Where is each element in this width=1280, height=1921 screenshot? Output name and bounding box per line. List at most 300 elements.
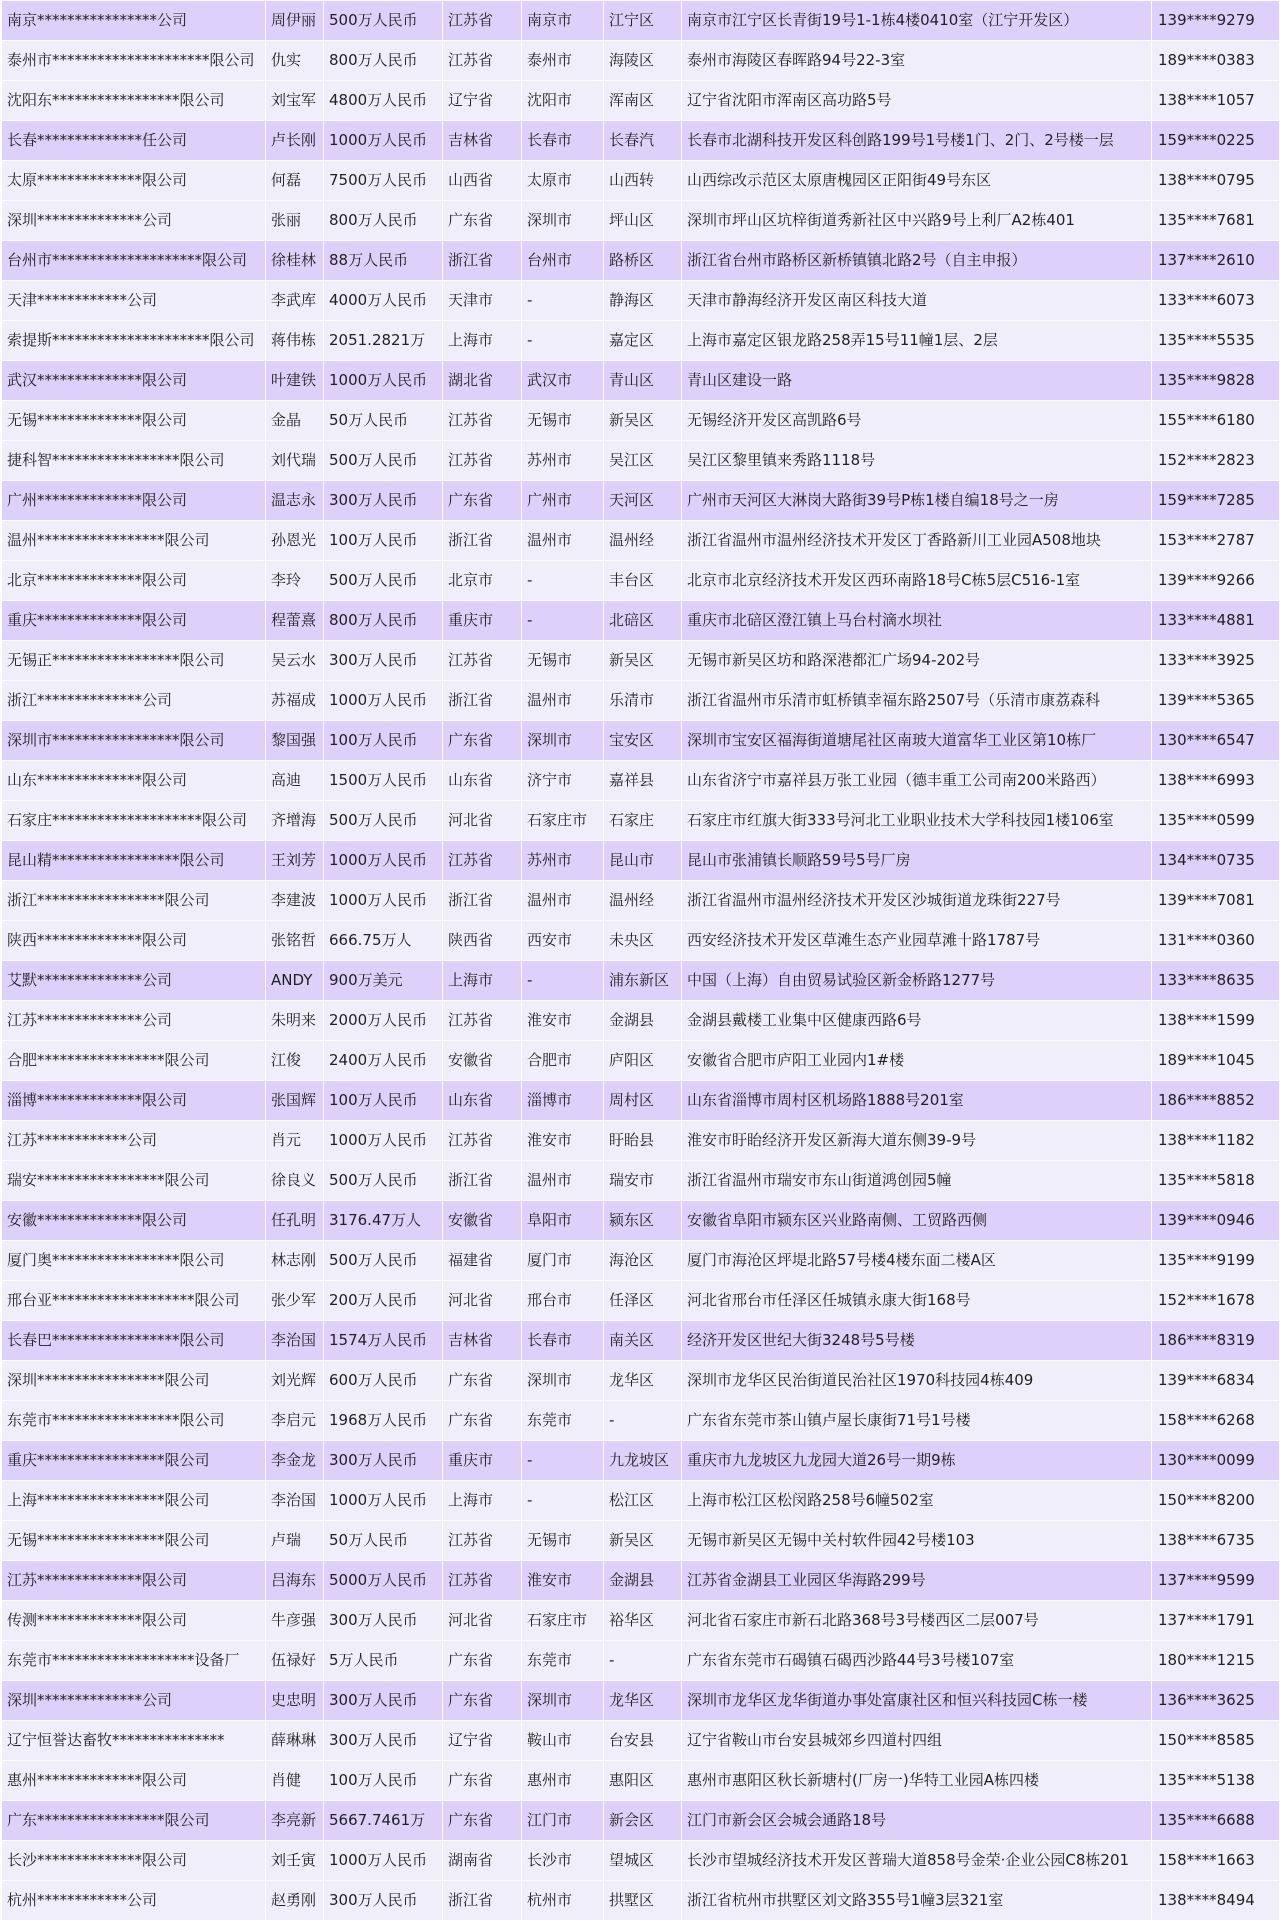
legal-rep-cell: 周伊丽: [266, 1, 324, 41]
province-cell: 浙江省: [443, 881, 522, 921]
province-cell: 江苏省: [443, 1121, 522, 1161]
city-cell: 温州市: [522, 1161, 604, 1201]
table-row: [2, 1081, 1280, 1121]
table-row: [2, 1761, 1280, 1801]
company-name-cell: 陕西**************限公司: [2, 921, 266, 961]
phone-cell: 153****2787: [1152, 521, 1280, 561]
registered-capital-cell: 4800万人民币: [324, 81, 443, 121]
city-cell: 温州市: [522, 521, 604, 561]
registered-capital-cell: 1000万人民币: [324, 121, 443, 161]
phone-cell: 159****7285: [1152, 481, 1280, 521]
city-cell: 深圳市: [522, 721, 604, 761]
district-cell: 海沧区: [604, 1241, 682, 1281]
phone-cell: 133****8635: [1152, 961, 1280, 1001]
company-name-cell: 邢台亚*******************限公司: [2, 1281, 266, 1321]
legal-rep-cell: 刘代瑞: [266, 441, 324, 481]
address-cell: 山西综改示范区太原唐槐园区正阳街49号东区: [682, 161, 1152, 201]
table-body: [2, 1, 1280, 1921]
legal-rep-cell: 肖健: [266, 1761, 324, 1801]
province-cell: 北京市: [443, 561, 522, 601]
phone-cell: 138****1599: [1152, 1001, 1280, 1041]
table-row: [2, 1041, 1280, 1081]
phone-cell: 150****8585: [1152, 1721, 1280, 1761]
district-cell: 周村区: [604, 1081, 682, 1121]
city-cell: 淮安市: [522, 1121, 604, 1161]
company-name-cell: 长春巴*****************限公司: [2, 1321, 266, 1361]
legal-rep-cell: 蒋伟栋: [266, 321, 324, 361]
city-cell: 济宁市: [522, 761, 604, 801]
registered-capital-cell: 300万人民币: [324, 1601, 443, 1641]
legal-rep-cell: 王刘芳: [266, 841, 324, 881]
table-row: [2, 1561, 1280, 1601]
address-cell: 辽宁省鞍山市台安县城郊乡四道村四组: [682, 1721, 1152, 1761]
registered-capital-cell: 50万人民币: [324, 401, 443, 441]
phone-cell: 135****9828: [1152, 361, 1280, 401]
district-cell: 静海区: [604, 281, 682, 321]
table-row: [2, 1841, 1280, 1881]
registered-capital-cell: 100万人民币: [324, 721, 443, 761]
table-row: [2, 321, 1280, 361]
phone-cell: 135****7681: [1152, 201, 1280, 241]
company-name-cell: 深圳**************公司: [2, 1681, 266, 1721]
province-cell: 湖北省: [443, 361, 522, 401]
phone-cell: 139****6834: [1152, 1361, 1280, 1401]
table-row: [2, 401, 1280, 441]
phone-cell: 159****0225: [1152, 121, 1280, 161]
table-row: [2, 281, 1280, 321]
district-cell: 惠阳区: [604, 1761, 682, 1801]
city-cell: 长春市: [522, 1321, 604, 1361]
legal-rep-cell: 何磊: [266, 161, 324, 201]
company-name-cell: 温州*****************限公司: [2, 521, 266, 561]
city-cell: 鞍山市: [522, 1721, 604, 1761]
city-cell: 石家庄市: [522, 1601, 604, 1641]
province-cell: 广东省: [443, 481, 522, 521]
phone-cell: 138****8494: [1152, 1881, 1280, 1921]
district-cell: 青山区: [604, 361, 682, 401]
registered-capital-cell: 300万人民币: [324, 1441, 443, 1481]
company-name-cell: 安徽**************限公司: [2, 1201, 266, 1241]
address-cell: 辽宁省沈阳市浑南区高功路5号: [682, 81, 1152, 121]
phone-cell: 152****2823: [1152, 441, 1280, 481]
company-name-cell: 深圳市*****************限公司: [2, 721, 266, 761]
city-cell: -: [522, 321, 604, 361]
registered-capital-cell: 900万美元: [324, 961, 443, 1001]
district-cell: 拱墅区: [604, 1881, 682, 1921]
company-name-cell: 重庆*****************限公司: [2, 1441, 266, 1481]
province-cell: 吉林省: [443, 121, 522, 161]
company-name-cell: 东莞市*****************限公司: [2, 1401, 266, 1441]
legal-rep-cell: 张丽: [266, 201, 324, 241]
registered-capital-cell: 1000万人民币: [324, 881, 443, 921]
registered-capital-cell: 300万人民币: [324, 1721, 443, 1761]
province-cell: 安徽省: [443, 1201, 522, 1241]
registered-capital-cell: 100万人民币: [324, 1761, 443, 1801]
registered-capital-cell: 300万人民币: [324, 641, 443, 681]
legal-rep-cell: 高迪: [266, 761, 324, 801]
address-cell: 深圳市坪山区坑梓街道秀新社区中兴路9号上利厂A2栋401: [682, 201, 1152, 241]
address-cell: 天津市静海经济开发区南区科技大道: [682, 281, 1152, 321]
province-cell: 河北省: [443, 1281, 522, 1321]
registered-capital-cell: 100万人民币: [324, 521, 443, 561]
province-cell: 广东省: [443, 1401, 522, 1441]
district-cell: 坪山区: [604, 201, 682, 241]
registered-capital-cell: 1000万人民币: [324, 1481, 443, 1521]
phone-cell: 150****8200: [1152, 1481, 1280, 1521]
legal-rep-cell: 肖元: [266, 1121, 324, 1161]
address-cell: 江苏省金湖县工业园区华海路299号: [682, 1561, 1152, 1601]
phone-cell: 152****1678: [1152, 1281, 1280, 1321]
city-cell: 无锡市: [522, 641, 604, 681]
city-cell: 邢台市: [522, 1281, 604, 1321]
city-cell: 东莞市: [522, 1401, 604, 1441]
district-cell: 温州经: [604, 521, 682, 561]
table-row: [2, 1681, 1280, 1721]
address-cell: 安徽省合肥市庐阳工业园内1#楼: [682, 1041, 1152, 1081]
address-cell: 无锡市新吴区坊和路深港都汇广场94-202号: [682, 641, 1152, 681]
phone-cell: 133****4881: [1152, 601, 1280, 641]
legal-rep-cell: 齐增海: [266, 801, 324, 841]
company-name-cell: 广州**************限公司: [2, 481, 266, 521]
province-cell: 浙江省: [443, 241, 522, 281]
registered-capital-cell: 88万人民币: [324, 241, 443, 281]
company-name-cell: 惠州**************限公司: [2, 1761, 266, 1801]
table-row: [2, 1481, 1280, 1521]
district-cell: 路桥区: [604, 241, 682, 281]
province-cell: 重庆市: [443, 1441, 522, 1481]
table-row: [2, 1641, 1280, 1681]
company-name-cell: 江苏**************限公司: [2, 1561, 266, 1601]
company-name-cell: 传测**************限公司: [2, 1601, 266, 1641]
company-name-cell: 北京**************限公司: [2, 561, 266, 601]
city-cell: 阜阳市: [522, 1201, 604, 1241]
phone-cell: 135****9199: [1152, 1241, 1280, 1281]
city-cell: 武汉市: [522, 361, 604, 401]
table-row: [2, 1881, 1280, 1921]
address-cell: 浙江省温州市瑞安市东山街道鸿创园5幢: [682, 1161, 1152, 1201]
company-name-cell: 太原**************限公司: [2, 161, 266, 201]
district-cell: 嘉定区: [604, 321, 682, 361]
address-cell: 青山区建设一路: [682, 361, 1152, 401]
province-cell: 江苏省: [443, 841, 522, 881]
registered-capital-cell: 5667.7461万: [324, 1801, 443, 1841]
phone-cell: 134****0735: [1152, 841, 1280, 881]
registered-capital-cell: 500万人民币: [324, 1, 443, 41]
city-cell: 太原市: [522, 161, 604, 201]
phone-cell: 135****0599: [1152, 801, 1280, 841]
table-row: [2, 1121, 1280, 1161]
legal-rep-cell: 李金龙: [266, 1441, 324, 1481]
legal-rep-cell: 仇实: [266, 41, 324, 81]
table-row: [2, 521, 1280, 561]
district-cell: 乐清市: [604, 681, 682, 721]
table-row: [2, 881, 1280, 921]
table-row: [2, 561, 1280, 601]
district-cell: -: [604, 1641, 682, 1681]
address-cell: 中国（上海）自由贸易试验区新金桥路1277号: [682, 961, 1152, 1001]
company-name-cell: 捷科智*****************限公司: [2, 441, 266, 481]
table-row: [2, 1721, 1280, 1761]
address-cell: 西安经济技术开发区草滩生态产业园草滩十路1787号: [682, 921, 1152, 961]
legal-rep-cell: 赵勇刚: [266, 1881, 324, 1921]
legal-rep-cell: 李治国: [266, 1481, 324, 1521]
district-cell: 新吴区: [604, 641, 682, 681]
legal-rep-cell: 卢瑞: [266, 1521, 324, 1561]
district-cell: 未央区: [604, 921, 682, 961]
phone-cell: 136****3625: [1152, 1681, 1280, 1721]
province-cell: 广东省: [443, 1361, 522, 1401]
province-cell: 浙江省: [443, 1881, 522, 1921]
legal-rep-cell: 刘壬寅: [266, 1841, 324, 1881]
province-cell: 山西省: [443, 161, 522, 201]
company-name-cell: 广东*****************限公司: [2, 1801, 266, 1841]
province-cell: 上海市: [443, 1481, 522, 1521]
city-cell: 温州市: [522, 881, 604, 921]
address-cell: 昆山市张浦镇长顺路59号5号厂房: [682, 841, 1152, 881]
company-name-cell: 淄博**************限公司: [2, 1081, 266, 1121]
table-row: [2, 41, 1280, 81]
address-cell: 广东省东莞市石碣镇石碣西沙路44号3号楼107室: [682, 1641, 1152, 1681]
district-cell: 龙华区: [604, 1361, 682, 1401]
legal-rep-cell: 李启元: [266, 1401, 324, 1441]
city-cell: 长春市: [522, 121, 604, 161]
address-cell: 山东省淄博市周村区机场路1888号201室: [682, 1081, 1152, 1121]
city-cell: 广州市: [522, 481, 604, 521]
district-cell: 石家庄: [604, 801, 682, 841]
registered-capital-cell: 500万人民币: [324, 1161, 443, 1201]
legal-rep-cell: 牛彦强: [266, 1601, 324, 1641]
phone-cell: 139****5365: [1152, 681, 1280, 721]
city-cell: 苏州市: [522, 441, 604, 481]
address-cell: 河北省石家庄市新石北路368号3号楼西区二层007号: [682, 1601, 1152, 1641]
city-cell: -: [522, 1481, 604, 1521]
phone-cell: 135****6688: [1152, 1801, 1280, 1841]
registered-capital-cell: 600万人民币: [324, 1361, 443, 1401]
registered-capital-cell: 200万人民币: [324, 1281, 443, 1321]
district-cell: 新会区: [604, 1801, 682, 1841]
address-cell: 浙江省温州市温州经济技术开发区沙城街道龙珠街227号: [682, 881, 1152, 921]
company-name-cell: 泰州市*********************限公司: [2, 41, 266, 81]
table-row: [2, 601, 1280, 641]
company-name-cell: 武汉**************限公司: [2, 361, 266, 401]
address-cell: 长沙市望城经济技术开发区普瑞大道858号金荣·企业公园C8栋201: [682, 1841, 1152, 1881]
district-cell: 金湖县: [604, 1561, 682, 1601]
city-cell: 东莞市: [522, 1641, 604, 1681]
company-name-cell: 昆山精*****************限公司: [2, 841, 266, 881]
address-cell: 河北省邢台市任泽区任城镇永康大街168号: [682, 1281, 1152, 1321]
address-cell: 南京市江宁区长青街19号1-1栋4楼0410室（江宁开发区）: [682, 1, 1152, 41]
address-cell: 深圳市龙华区民治街道民治社区1970科技园4栋409: [682, 1361, 1152, 1401]
registered-capital-cell: 500万人民币: [324, 561, 443, 601]
province-cell: 江苏省: [443, 641, 522, 681]
address-cell: 江门市新会区会城会通路18号: [682, 1801, 1152, 1841]
phone-cell: 138****1057: [1152, 81, 1280, 121]
table-row: [2, 1441, 1280, 1481]
registered-capital-cell: 3176.47万人: [324, 1201, 443, 1241]
table-row: [2, 1801, 1280, 1841]
city-cell: 厦门市: [522, 1241, 604, 1281]
province-cell: 重庆市: [443, 601, 522, 641]
district-cell: 望城区: [604, 1841, 682, 1881]
province-cell: 广东省: [443, 1681, 522, 1721]
phone-cell: 189****1045: [1152, 1041, 1280, 1081]
company-name-cell: 江苏**************公司: [2, 1001, 266, 1041]
phone-cell: 135****5535: [1152, 321, 1280, 361]
province-cell: 江苏省: [443, 1, 522, 41]
company-name-cell: 长春**************任公司: [2, 121, 266, 161]
legal-rep-cell: 史忠明: [266, 1681, 324, 1721]
table-row: [2, 481, 1280, 521]
phone-cell: 139****9279: [1152, 1, 1280, 41]
company-name-cell: 台州市********************限公司: [2, 241, 266, 281]
district-cell: 长春汽: [604, 121, 682, 161]
province-cell: 河北省: [443, 801, 522, 841]
city-cell: -: [522, 281, 604, 321]
city-cell: 深圳市: [522, 1361, 604, 1401]
registered-capital-cell: 300万人民币: [324, 481, 443, 521]
city-cell: 无锡市: [522, 401, 604, 441]
district-cell: 颍东区: [604, 1201, 682, 1241]
registered-capital-cell: 1000万人民币: [324, 841, 443, 881]
registered-capital-cell: 300万人民币: [324, 1681, 443, 1721]
phone-cell: 135****5138: [1152, 1761, 1280, 1801]
company-name-cell: 东莞市*******************设备厂: [2, 1641, 266, 1681]
address-cell: 无锡经济开发区高凯路6号: [682, 401, 1152, 441]
city-cell: -: [522, 561, 604, 601]
registered-capital-cell: 100万人民币: [324, 1081, 443, 1121]
district-cell: 昆山市: [604, 841, 682, 881]
legal-rep-cell: 李治国: [266, 1321, 324, 1361]
province-cell: 上海市: [443, 961, 522, 1001]
legal-rep-cell: 徐良义: [266, 1161, 324, 1201]
phone-cell: 130****0099: [1152, 1441, 1280, 1481]
table-row: [2, 761, 1280, 801]
district-cell: 盱眙县: [604, 1121, 682, 1161]
province-cell: 江苏省: [443, 41, 522, 81]
phone-cell: 155****6180: [1152, 401, 1280, 441]
address-cell: 金湖县戴楼工业集中区健康西路6号: [682, 1001, 1152, 1041]
table-row: [2, 1201, 1280, 1241]
legal-rep-cell: 程蕾熹: [266, 601, 324, 641]
district-cell: 新吴区: [604, 1521, 682, 1561]
district-cell: 浑南区: [604, 81, 682, 121]
registered-capital-cell: 1500万人民币: [324, 761, 443, 801]
city-cell: 深圳市: [522, 201, 604, 241]
province-cell: 辽宁省: [443, 1721, 522, 1761]
registered-capital-cell: 800万人民币: [324, 601, 443, 641]
district-cell: 松江区: [604, 1481, 682, 1521]
address-cell: 广东省东莞市茶山镇卢屋长康街71号1号楼: [682, 1401, 1152, 1441]
legal-rep-cell: 刘光辉: [266, 1361, 324, 1401]
district-cell: 山西转: [604, 161, 682, 201]
phone-cell: 158****1663: [1152, 1841, 1280, 1881]
district-cell: 北碚区: [604, 601, 682, 641]
legal-rep-cell: 任孔明: [266, 1201, 324, 1241]
district-cell: 金湖县: [604, 1001, 682, 1041]
table-row: [2, 201, 1280, 241]
district-cell: 嘉祥县: [604, 761, 682, 801]
district-cell: 海陵区: [604, 41, 682, 81]
province-cell: 山东省: [443, 1081, 522, 1121]
city-cell: 长沙市: [522, 1841, 604, 1881]
city-cell: 苏州市: [522, 841, 604, 881]
company-name-cell: 厦门奥*****************限公司: [2, 1241, 266, 1281]
legal-rep-cell: 张铭哲: [266, 921, 324, 961]
city-cell: 惠州市: [522, 1761, 604, 1801]
address-cell: 浙江省杭州市拱墅区刘文路355号1幢3层321室: [682, 1881, 1152, 1921]
district-cell: 南关区: [604, 1321, 682, 1361]
company-name-cell: 杭州************公司: [2, 1881, 266, 1921]
legal-rep-cell: 李建波: [266, 881, 324, 921]
legal-rep-cell: 温志永: [266, 481, 324, 521]
table-row: [2, 721, 1280, 761]
phone-cell: 189****0383: [1152, 41, 1280, 81]
phone-cell: 130****6547: [1152, 721, 1280, 761]
district-cell: 江宁区: [604, 1, 682, 41]
table-row: [2, 1281, 1280, 1321]
registered-capital-cell: 50万人民币: [324, 1521, 443, 1561]
registered-capital-cell: 2000万人民币: [324, 1001, 443, 1041]
registered-capital-cell: 800万人民币: [324, 41, 443, 81]
company-name-cell: 上海*****************限公司: [2, 1481, 266, 1521]
province-cell: 江苏省: [443, 1001, 522, 1041]
legal-rep-cell: 张少军: [266, 1281, 324, 1321]
address-cell: 石家庄市红旗大街333号河北工业职业技术大学科技园1楼106室: [682, 801, 1152, 841]
city-cell: 深圳市: [522, 1681, 604, 1721]
company-name-cell: 沈阳东*****************限公司: [2, 81, 266, 121]
city-cell: 合肥市: [522, 1041, 604, 1081]
address-cell: 淮安市盱眙经济开发区新海大道东侧39-9号: [682, 1121, 1152, 1161]
phone-cell: 135****5818: [1152, 1161, 1280, 1201]
province-cell: 江苏省: [443, 1561, 522, 1601]
city-cell: 淮安市: [522, 1001, 604, 1041]
district-cell: 九龙坡区: [604, 1441, 682, 1481]
company-name-cell: 深圳**************公司: [2, 201, 266, 241]
phone-cell: 131****0360: [1152, 921, 1280, 961]
table-row: [2, 1601, 1280, 1641]
company-name-cell: 艾默**************公司: [2, 961, 266, 1001]
table-row: [2, 681, 1280, 721]
registered-capital-cell: 5万人民币: [324, 1641, 443, 1681]
company-table: [1, 0, 1280, 1921]
table-row: [2, 841, 1280, 881]
company-name-cell: 深圳*****************限公司: [2, 1361, 266, 1401]
legal-rep-cell: ANDY: [266, 961, 324, 1001]
registered-capital-cell: 500万人民币: [324, 801, 443, 841]
registered-capital-cell: 1968万人民币: [324, 1401, 443, 1441]
address-cell: 上海市嘉定区银龙路258弄15号11幢1层、2层: [682, 321, 1152, 361]
phone-cell: 139****0946: [1152, 1201, 1280, 1241]
city-cell: 西安市: [522, 921, 604, 961]
registered-capital-cell: 4000万人民币: [324, 281, 443, 321]
city-cell: 温州市: [522, 681, 604, 721]
address-cell: 浙江省温州市温州经济技术开发区丁香路新川工业园A508地块: [682, 521, 1152, 561]
registered-capital-cell: 1000万人民币: [324, 1841, 443, 1881]
province-cell: 天津市: [443, 281, 522, 321]
province-cell: 安徽省: [443, 1041, 522, 1081]
address-cell: 安徽省阜阳市颍东区兴业路南侧、工贸路西侧: [682, 1201, 1152, 1241]
phone-cell: 158****6268: [1152, 1401, 1280, 1441]
address-cell: 重庆市北碚区澄江镇上马台村滴水坝社: [682, 601, 1152, 641]
table-row: [2, 801, 1280, 841]
registered-capital-cell: 300万人民币: [324, 1881, 443, 1921]
district-cell: 新吴区: [604, 401, 682, 441]
table-row: [2, 921, 1280, 961]
table-row: [2, 1001, 1280, 1041]
phone-cell: 137****9599: [1152, 1561, 1280, 1601]
address-cell: 浙江省台州市路桥区新桥镇镇北路2号（自主申报）: [682, 241, 1152, 281]
registered-capital-cell: 500万人民币: [324, 441, 443, 481]
